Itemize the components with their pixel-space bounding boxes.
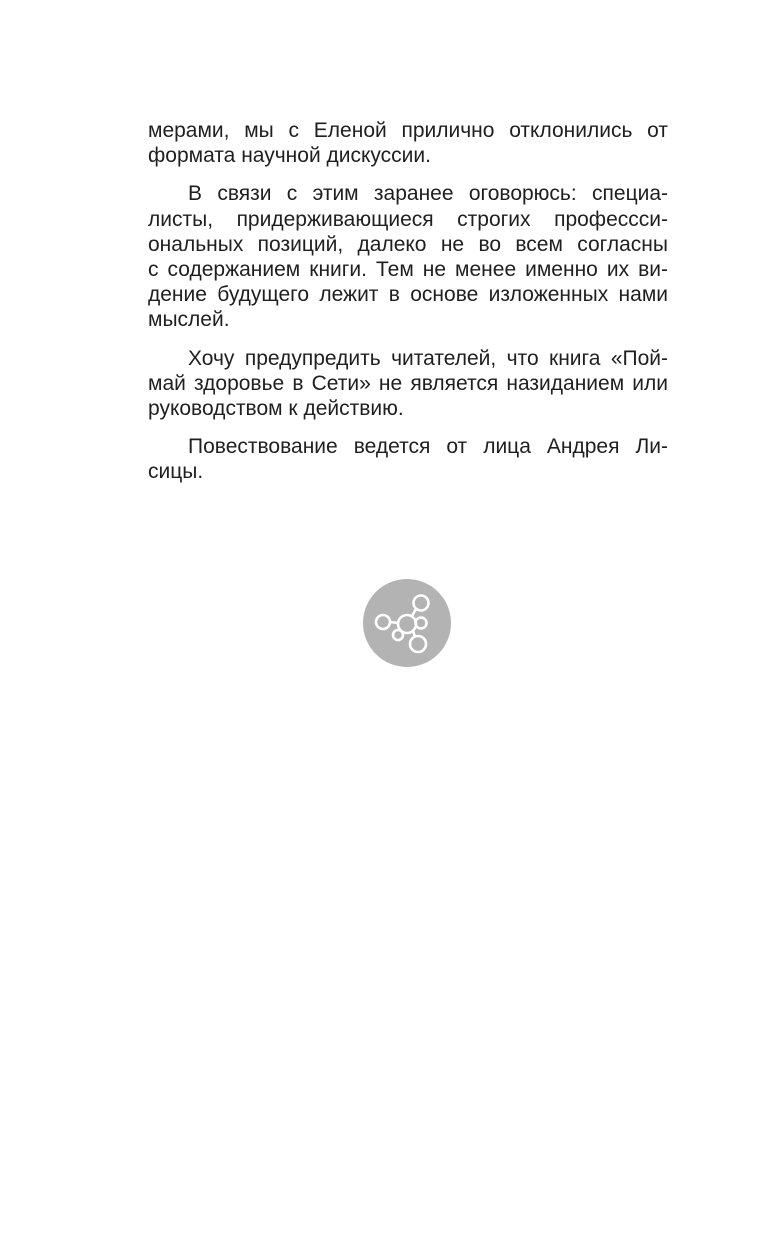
text-line: листы, придерживающиеся строгих профессси- — [148, 207, 668, 231]
paragraph — [148, 346, 668, 422]
text-line: май здоровье в Сети» не является назиданием или — [148, 371, 668, 395]
text-line: дение будущего лежит в основе изложенных нами — [148, 283, 668, 307]
text-line: мерами, мы с Еленой прилично отклонились от — [148, 119, 668, 142]
text-line: сицы. — [148, 460, 204, 484]
paragraph — [148, 118, 668, 168]
text-line: Хочу предупредить читателей, что книга «Пой- — [188, 346, 668, 370]
text-line: мыслей. — [148, 308, 230, 332]
paragraph — [148, 181, 668, 332]
network-nodes-icon — [363, 579, 451, 667]
text-line: руководством к действию. — [148, 397, 404, 421]
page-text — [148, 118, 668, 498]
text-line: с содержанием книги. Тем не менее именно их ви- — [148, 258, 668, 282]
text-line: формата научной дискуссии. — [148, 144, 431, 168]
text-line: ональных позиций, далеко не во всем согласны — [148, 232, 668, 256]
paragraph — [148, 434, 668, 484]
text-line: В связи с этим заранее оговорюсь: специа- — [188, 182, 668, 206]
text-line: Повествование ведется от лица Андрея Ли- — [188, 435, 668, 459]
